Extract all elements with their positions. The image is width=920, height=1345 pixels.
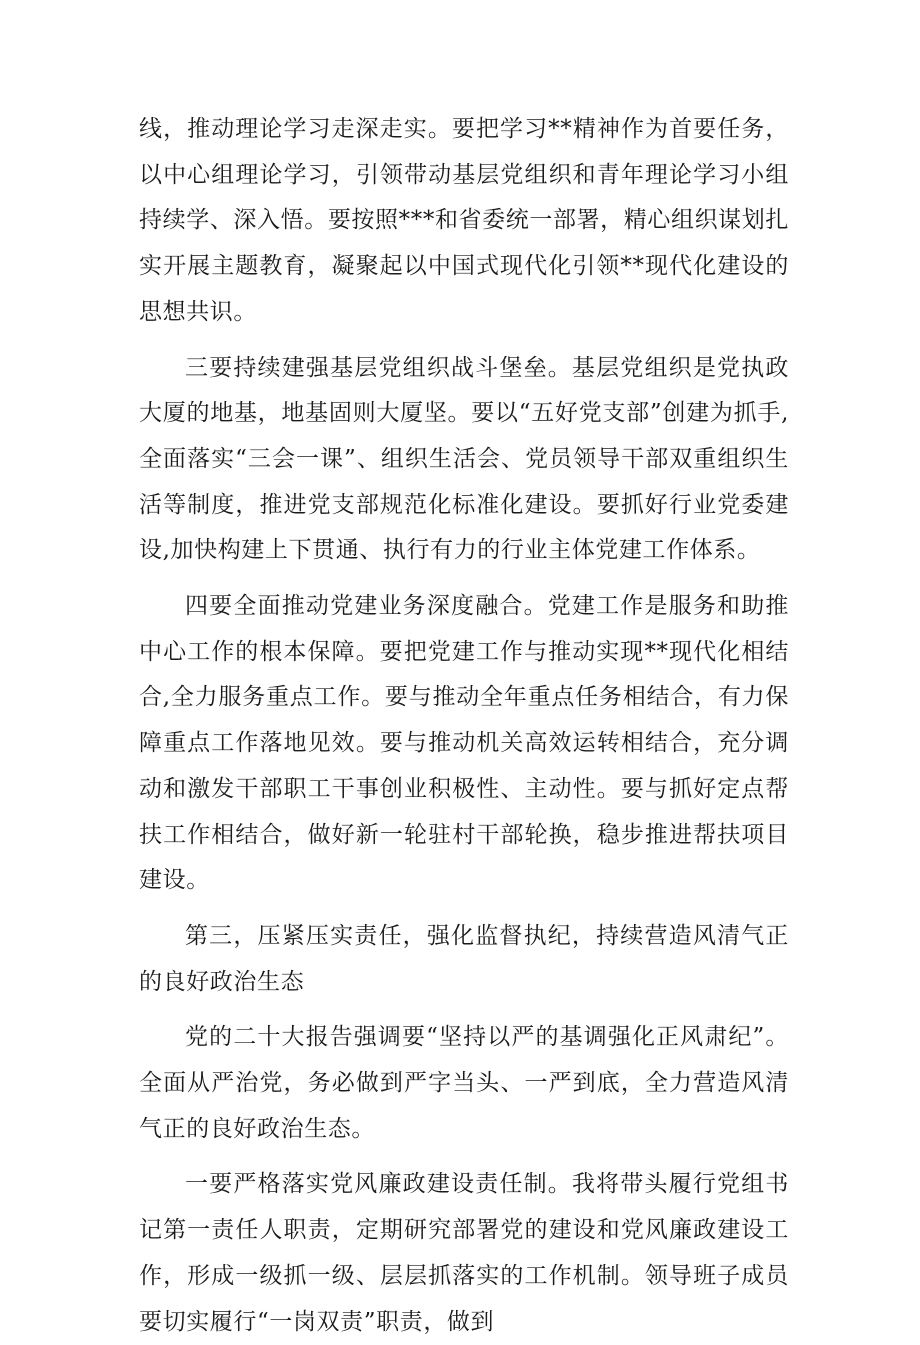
paragraph-continuation: 线，推动理论学习走深走实。要把学习**精神作为首要任务，以中心组理论学习，引领带动基层党组织和青年理论学习小组持续学、深入悟。要按照***和省委统一部署，精心组织谋划扎实开展主题教育，凝聚起以中国式现代化引领**现代化建设的思想共识。 [139, 116, 789, 325]
section-heading-third: 第三，压紧压实责任，强化监督执纪，持续营造风清气正的良好政治生态 [139, 922, 789, 995]
paragraph-clean-governance-responsibility: 一要严格落实党风廉政建设责任制。我将带头履行党组书记第一责任人职责，定期研究部署党的建设和党风廉政建设工作，形成一级抓一级、层层抓落实的工作机制。领导班子成员要切实履行“一岗双责”职责，做到 [139, 1171, 789, 1335]
paragraph-grassroots-party-organization: 三要持续建强基层党组织战斗堡垒。基层党组织是党执政大厦的地基，地基固则大厦坚。要以“五好党支部”创建为抓手,全面落实“三会一课”、组织生活会、党员领导干部双重组织生活等制度，推进党支部规范化标准化建设。要抓好行业党委建设,加快构建上下贯通、执行有力的行业主体党建工作体系。 [139, 354, 789, 564]
document-body [139, 107, 789, 1345]
paragraph-party-building-integration: 四要全面推动党建业务深度融合。党建工作是服务和助推中心工作的根本保障。要把党建工作与推动实现**现代化相结合,全力服务重点工作。要与推动全年重点任务相结合，有力保障重点工作落地见效。要与推动机关高效运转相结合，充分调动和激发干部职工干事创业积极性、主动性。要与抓好定点帮扶工作相结合，做好新一轮驻村干部轮换，稳步推进帮扶项目建设。 [139, 593, 789, 894]
paragraph-strict-governance: 党的二十大报告强调要“坚持以严的基调强化正风肃纪”。全面从严治党，务必做到严字当头、一严到底，全力营造风清气正的良好政治生态。 [139, 1024, 789, 1142]
